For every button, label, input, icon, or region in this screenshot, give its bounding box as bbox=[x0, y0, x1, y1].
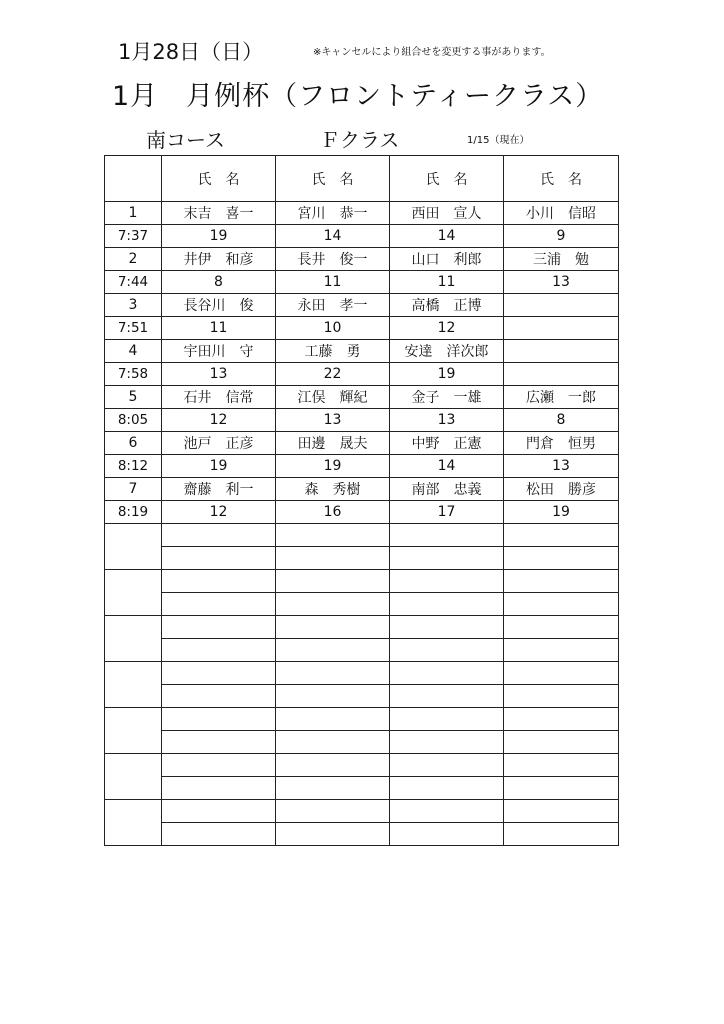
table-row bbox=[105, 294, 619, 317]
empty-cell bbox=[276, 616, 390, 639]
empty-cell bbox=[162, 800, 276, 823]
empty-cell bbox=[504, 708, 619, 731]
table-header-row bbox=[105, 156, 619, 202]
player-handicap bbox=[504, 363, 619, 386]
empty-cell bbox=[162, 731, 276, 754]
player-handicap: 11 bbox=[390, 271, 504, 294]
table-row-empty bbox=[105, 639, 619, 662]
table-row bbox=[105, 409, 619, 432]
table-row bbox=[105, 455, 619, 478]
name-column-header: 氏 名 bbox=[390, 156, 504, 202]
empty-cell bbox=[390, 547, 504, 570]
table-row bbox=[105, 363, 619, 386]
player-name: 中野 正憲 bbox=[390, 432, 504, 455]
player-handicap: 13 bbox=[162, 363, 276, 386]
empty-cell bbox=[276, 754, 390, 777]
table-row-empty bbox=[105, 754, 619, 777]
tee-time: 8:19 bbox=[105, 501, 162, 524]
table-row-empty bbox=[105, 524, 619, 547]
player-name: 高橋 正博 bbox=[390, 294, 504, 317]
empty-cell bbox=[162, 823, 276, 846]
empty-cell bbox=[504, 662, 619, 685]
player-handicap: 13 bbox=[390, 409, 504, 432]
player-name bbox=[504, 340, 619, 363]
table-row bbox=[105, 501, 619, 524]
player-name: 田邊 晟夫 bbox=[276, 432, 390, 455]
event-date: 1月28日（日） bbox=[118, 40, 264, 64]
course-name: 南コース bbox=[146, 128, 225, 152]
empty-cell bbox=[504, 731, 619, 754]
tee-time: 7:58 bbox=[105, 363, 162, 386]
player-handicap: 14 bbox=[390, 225, 504, 248]
empty-cell bbox=[504, 593, 619, 616]
player-name: 長井 俊一 bbox=[276, 248, 390, 271]
player-name: 南部 忠義 bbox=[390, 478, 504, 501]
tee-time: 7:37 bbox=[105, 225, 162, 248]
player-name: 小川 信昭 bbox=[504, 202, 619, 225]
player-handicap: 19 bbox=[276, 455, 390, 478]
player-name: 井伊 和彦 bbox=[162, 248, 276, 271]
empty-cell bbox=[390, 777, 504, 800]
table-row-empty bbox=[105, 593, 619, 616]
name-column-header: 氏 名 bbox=[504, 156, 619, 202]
player-handicap: 13 bbox=[276, 409, 390, 432]
table-row-empty bbox=[105, 616, 619, 639]
empty-cell bbox=[276, 800, 390, 823]
group-number: 3 bbox=[105, 294, 162, 317]
table-row bbox=[105, 248, 619, 271]
group-number: 1 bbox=[105, 202, 162, 225]
empty-cell bbox=[276, 639, 390, 662]
empty-cell bbox=[276, 547, 390, 570]
player-handicap: 13 bbox=[504, 455, 619, 478]
player-handicap: 8 bbox=[504, 409, 619, 432]
player-handicap bbox=[504, 317, 619, 340]
player-name: 松田 勝彦 bbox=[504, 478, 619, 501]
table-row bbox=[105, 317, 619, 340]
player-handicap: 12 bbox=[162, 409, 276, 432]
player-name: 安達 洋次郎 bbox=[390, 340, 504, 363]
empty-cell bbox=[276, 777, 390, 800]
group-cell-empty bbox=[105, 570, 162, 616]
table-row bbox=[105, 386, 619, 409]
empty-cell bbox=[504, 823, 619, 846]
tee-time: 7:44 bbox=[105, 271, 162, 294]
class-label: Ｆクラス bbox=[320, 128, 400, 152]
table-row-empty bbox=[105, 547, 619, 570]
empty-cell bbox=[504, 524, 619, 547]
empty-cell bbox=[504, 685, 619, 708]
empty-cell bbox=[162, 616, 276, 639]
table-row-empty bbox=[105, 570, 619, 593]
empty-cell bbox=[390, 754, 504, 777]
empty-cell bbox=[504, 547, 619, 570]
player-handicap: 22 bbox=[276, 363, 390, 386]
tee-time: 8:05 bbox=[105, 409, 162, 432]
empty-cell bbox=[390, 639, 504, 662]
player-name: 三浦 勉 bbox=[504, 248, 619, 271]
table-row bbox=[105, 478, 619, 501]
empty-cell bbox=[390, 524, 504, 547]
player-name: 池戸 正彦 bbox=[162, 432, 276, 455]
table-row bbox=[105, 432, 619, 455]
player-name: 工藤 勇 bbox=[276, 340, 390, 363]
player-name: 宮川 恭一 bbox=[276, 202, 390, 225]
empty-cell bbox=[162, 547, 276, 570]
as-of-date: 1/15（現在） bbox=[467, 135, 530, 146]
empty-cell bbox=[390, 823, 504, 846]
empty-cell bbox=[504, 800, 619, 823]
empty-cell bbox=[276, 593, 390, 616]
group-number: 4 bbox=[105, 340, 162, 363]
empty-cell bbox=[276, 685, 390, 708]
table-row-empty bbox=[105, 685, 619, 708]
empty-cell bbox=[162, 524, 276, 547]
table-row-empty bbox=[105, 777, 619, 800]
table-body bbox=[105, 202, 619, 846]
player-handicap: 13 bbox=[504, 271, 619, 294]
player-handicap: 12 bbox=[162, 501, 276, 524]
tee-time: 8:12 bbox=[105, 455, 162, 478]
table-row-empty bbox=[105, 800, 619, 823]
group-cell-empty bbox=[105, 800, 162, 846]
player-handicap: 16 bbox=[276, 501, 390, 524]
player-handicap: 8 bbox=[162, 271, 276, 294]
player-name: 宇田川 守 bbox=[162, 340, 276, 363]
player-handicap: 19 bbox=[390, 363, 504, 386]
empty-cell bbox=[162, 639, 276, 662]
player-handicap: 19 bbox=[504, 501, 619, 524]
name-column-header: 氏 名 bbox=[162, 156, 276, 202]
empty-cell bbox=[162, 593, 276, 616]
empty-cell bbox=[390, 616, 504, 639]
player-name: 金子 一雄 bbox=[390, 386, 504, 409]
player-handicap: 9 bbox=[504, 225, 619, 248]
empty-cell bbox=[504, 639, 619, 662]
page-title: 1月 月例杯（フロントティークラス） bbox=[112, 81, 604, 112]
empty-cell bbox=[390, 593, 504, 616]
empty-cell bbox=[162, 662, 276, 685]
empty-cell bbox=[504, 570, 619, 593]
empty-cell bbox=[276, 570, 390, 593]
player-name: 西田 宣人 bbox=[390, 202, 504, 225]
empty-cell bbox=[504, 754, 619, 777]
empty-cell bbox=[162, 708, 276, 731]
player-handicap: 19 bbox=[162, 225, 276, 248]
player-name: 広瀬 一郎 bbox=[504, 386, 619, 409]
table-row-empty bbox=[105, 731, 619, 754]
player-handicap: 14 bbox=[276, 225, 390, 248]
player-handicap: 12 bbox=[390, 317, 504, 340]
player-handicap: 14 bbox=[390, 455, 504, 478]
table-row-empty bbox=[105, 823, 619, 846]
empty-cell bbox=[276, 662, 390, 685]
group-column-header bbox=[105, 156, 162, 202]
empty-cell bbox=[504, 777, 619, 800]
player-handicap: 11 bbox=[276, 271, 390, 294]
group-number: 2 bbox=[105, 248, 162, 271]
player-name: 江俣 輝紀 bbox=[276, 386, 390, 409]
player-name: 末吉 喜一 bbox=[162, 202, 276, 225]
player-name: 齋藤 利一 bbox=[162, 478, 276, 501]
player-name: 石井 信常 bbox=[162, 386, 276, 409]
group-cell-empty bbox=[105, 524, 162, 570]
empty-cell bbox=[390, 570, 504, 593]
table-row bbox=[105, 202, 619, 225]
empty-cell bbox=[276, 708, 390, 731]
empty-cell bbox=[162, 777, 276, 800]
group-cell-empty bbox=[105, 662, 162, 708]
empty-cell bbox=[276, 731, 390, 754]
player-name: 山口 利郎 bbox=[390, 248, 504, 271]
empty-cell bbox=[162, 570, 276, 593]
empty-cell bbox=[276, 524, 390, 547]
group-number: 6 bbox=[105, 432, 162, 455]
group-cell-empty bbox=[105, 708, 162, 754]
group-cell-empty bbox=[105, 754, 162, 800]
cancellation-note: ※キャンセルにより組合せを変更する事があります。 bbox=[313, 47, 551, 58]
group-number: 7 bbox=[105, 478, 162, 501]
player-handicap: 17 bbox=[390, 501, 504, 524]
tee-time: 7:51 bbox=[105, 317, 162, 340]
group-number: 5 bbox=[105, 386, 162, 409]
table-row-empty bbox=[105, 708, 619, 731]
group-cell-empty bbox=[105, 616, 162, 662]
empty-cell bbox=[162, 754, 276, 777]
name-column-header: 氏 名 bbox=[276, 156, 390, 202]
empty-cell bbox=[390, 731, 504, 754]
table-row bbox=[105, 271, 619, 294]
empty-cell bbox=[390, 685, 504, 708]
empty-cell bbox=[390, 708, 504, 731]
table-row bbox=[105, 340, 619, 363]
player-name: 長谷川 俊 bbox=[162, 294, 276, 317]
empty-cell bbox=[504, 616, 619, 639]
player-name: 門倉 恒男 bbox=[504, 432, 619, 455]
table-row bbox=[105, 225, 619, 248]
empty-cell bbox=[390, 800, 504, 823]
player-name bbox=[504, 294, 619, 317]
player-handicap: 19 bbox=[162, 455, 276, 478]
player-name: 永田 孝一 bbox=[276, 294, 390, 317]
empty-cell bbox=[390, 662, 504, 685]
empty-cell bbox=[162, 685, 276, 708]
pairing-table bbox=[104, 155, 619, 846]
player-name: 森 秀樹 bbox=[276, 478, 390, 501]
empty-cell bbox=[276, 823, 390, 846]
player-handicap: 11 bbox=[162, 317, 276, 340]
table-row-empty bbox=[105, 662, 619, 685]
player-handicap: 10 bbox=[276, 317, 390, 340]
